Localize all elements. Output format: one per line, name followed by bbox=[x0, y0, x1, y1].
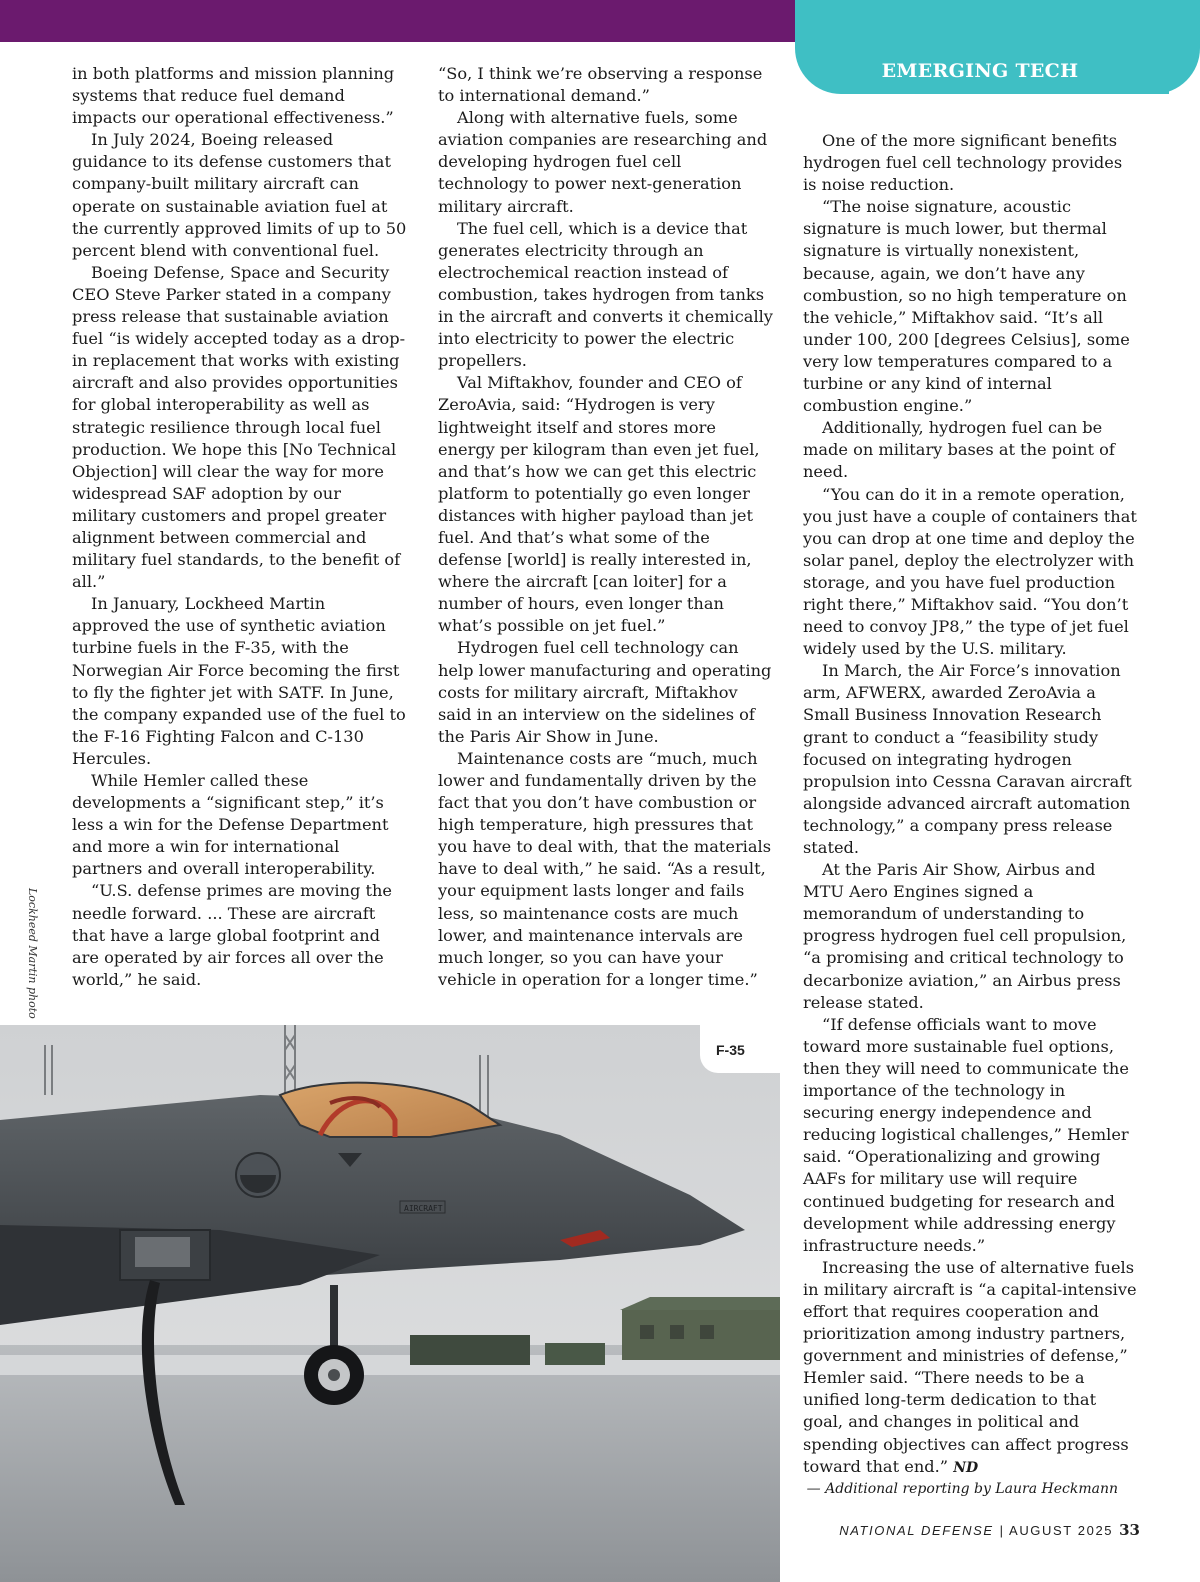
paragraph: “So, I think we’re observing a response to international demand.” bbox=[438, 64, 763, 106]
publication-name: NATIONAL DEFENSE bbox=[839, 1523, 994, 1538]
paragraph: “The noise signature, acoustic signature is much lower, but thermal signature is virtually nonexistent, because, again, we don’t have any combustion, so no high temperature on the vehicle,” Miftakhov said. “It’s all under 100, 200 [degrees Celsius], some very low temperatures compared to a turbine or any kind of internal combustion engine.” bbox=[803, 197, 1130, 416]
paragraph: “You can do it in a remote operation, you just have a couple of containers that you can drop at one time and deploy the solar panel, deploy the electrolyzer with storage, and you have fuel production right there,” Miftakhov said. “You don’t need to convoy JP8,” the type of jet fuel widely used by the U.S. military. bbox=[803, 484, 1137, 659]
article-column-3 bbox=[803, 130, 1138, 1499]
paragraph: “U.S. defense primes are moving the needle forward. ... These are aircraft that have a large global footprint and are operated by air forces all over the world,” he said. bbox=[72, 881, 392, 989]
tarmac bbox=[0, 1345, 780, 1582]
paragraph: In March, the Air Force’s innovation arm, AFWERX, awarded ZeroAvia a Small Business Innovation Research grant to conduct a “feasibility study focused on integrating hydrogen propulsion into Cessna Caravan aircraft alongside advanced aircraft automation technology,” a company press release stated. bbox=[803, 661, 1132, 857]
equipment-container bbox=[545, 1343, 605, 1365]
section-label: EMERGING TECH bbox=[881, 60, 1079, 82]
paragraph: While Hemler called these developments a “significant step,” it’s less a win for the Defense Department and more a win for international partners and overall interoperability. bbox=[72, 771, 389, 879]
paragraph: Along with alternative fuels, some aviation companies are researching and developing hydrogen fuel cell technology to power next-generation military aircraft. bbox=[438, 108, 768, 216]
page-number: 33 bbox=[1119, 1521, 1140, 1539]
footer-separator: | bbox=[999, 1523, 1004, 1538]
paragraph: in both platforms and mission planning systems that reduce fuel demand impacts our operational effectiveness.” bbox=[72, 64, 395, 128]
paragraph-text: Increasing the use of alternative fuels in military aircraft is “a capital-intensive effort that requires cooperation and prioritization among industry partners, government and ministries of defense,” Hemler said. “There needs to be a unified long-term dedication to that goal, and changes in political and spending objectives can affect progress toward that end.” bbox=[803, 1257, 1137, 1476]
paragraph: Additionally, hydrogen fuel can be made on military bases at the point of need. bbox=[803, 418, 1115, 482]
issue-date: AUGUST 2025 bbox=[1009, 1523, 1114, 1538]
f35-photo bbox=[0, 1025, 780, 1582]
serial-marking: AIRCRAFT bbox=[404, 1204, 443, 1213]
additional-reporting-credit: — Additional reporting by Laura Heckmann bbox=[806, 1480, 1118, 1497]
page-footer bbox=[839, 1521, 1140, 1539]
article-column-2 bbox=[438, 63, 773, 991]
paragraph: Hydrogen fuel cell technology can help lower manufacturing and operating costs for military aircraft, Miftakhov said in an interview on the sidelines of the Paris Air Show in June. bbox=[438, 638, 772, 746]
paragraph: At the Paris Air Show, Airbus and MTU Aero Engines signed a memorandum of understanding to progress hydrogen fuel cell propulsion, “a promising and critical technology to decarbonize aviation,” an Airbus press release stated. bbox=[803, 860, 1127, 1012]
paragraph: In July 2024, Boeing released guidance to its defense customers that company-built military aircraft can operate on sustainable aviation fuel at the currently approved limits of up to 50 percent blend with conventional fuel. bbox=[72, 130, 407, 260]
f35-illustration bbox=[0, 1025, 780, 1582]
last-paragraph bbox=[803, 1257, 1138, 1479]
paragraph: “If defense officials want to move toward more sustainable fuel options, then they will need to communicate the importance of the technology in securing energy independence and reducing logistical challenges,” Hemler said. “Operationalizing and growing AAFs for military use will require continued budgeting for research and development while addressing energy infrastructure needs.” bbox=[803, 1014, 1129, 1255]
paragraph: One of the more significant benefits hydrogen fuel cell technology provides is noise reduction. bbox=[803, 131, 1123, 195]
equipment-container bbox=[410, 1335, 530, 1365]
article-column-1 bbox=[72, 63, 407, 991]
photo-caption: F-35 bbox=[716, 1042, 745, 1058]
paragraph: Val Miftakhov, founder and CEO of ZeroAvia, said: “Hydrogen is very lightweight itself and stores more energy per kilogram than even jet fuel, and that’s how we can get this electric platform to potentially go even longer distances with higher payload than jet fuel. And that’s what some of the defense [world] is really interested in, where the aircraft [can loiter] for a number of hours, even longer than what’s possible on jet fuel.” bbox=[438, 373, 760, 636]
paragraph: The fuel cell, which is a device that generates electricity through an electrochemical reaction instead of combustion, takes hydrogen from tanks in the aircraft and converts it chemically into electricity to power the electric propellers. bbox=[438, 218, 773, 371]
hangar-building bbox=[620, 1297, 780, 1360]
signoff-mark: ND bbox=[953, 1459, 979, 1476]
photo-credit: Lockheed Martin photo bbox=[26, 888, 39, 1019]
paragraph: Boeing Defense, Space and Security CEO Steve Parker stated in a company press release that sustainable aviation fuel “is widely accepted today as a drop-in replacement that works with existing aircraft and also provides opportunities for global interoperability as well as strategic resilience through local fuel production. We hope this [No Technical Objection] will clear the way for more widespread SAF adoption by our military customers and propel greater alignment between commercial and military fuel standards, to the benefit of all.” bbox=[72, 262, 406, 592]
paragraph: Maintenance costs are “much, much lower and fundamentally driven by the fact that you don’t have combustion or high temperature, high pressures that you have to deal with, that the materials have to deal with,” he said. “As a result, your equipment lasts longer and fails less, so maintenance costs are much lower, and maintenance intervals are much longer, so you can have your vehicle in operation for a longer time.” bbox=[438, 748, 771, 989]
paragraph: In January, Lockheed Martin approved the use of synthetic aviation turbine fuels in the F-35, with the Norwegian Air Force becoming the first to fly the fighter jet with SATF. In June, the company expanded use of the fuel to the F-16 Fighting Falcon and C-130 Hercules. bbox=[72, 594, 406, 768]
